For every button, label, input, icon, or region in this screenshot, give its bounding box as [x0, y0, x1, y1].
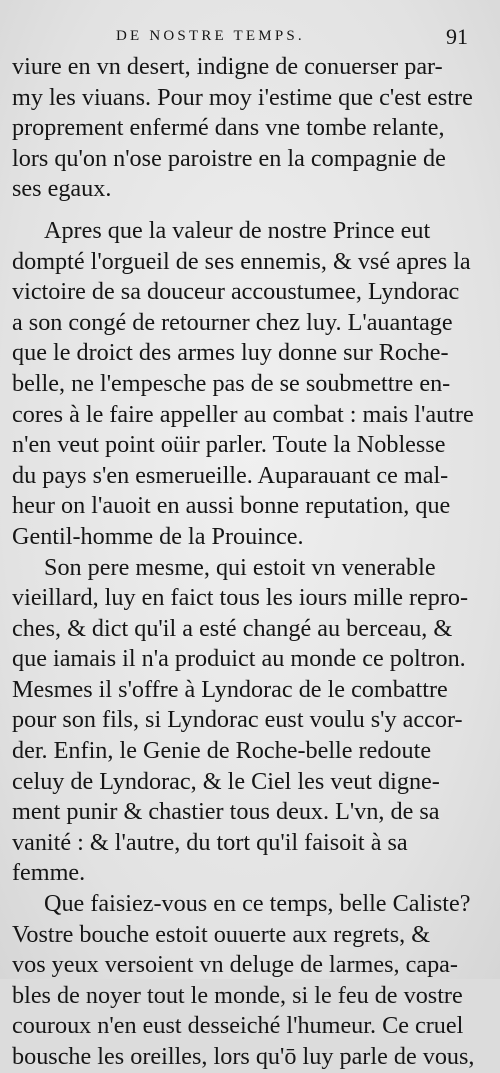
text-line: celuy de Lyndorac, & le Ciel les veut digne- [12, 767, 440, 795]
text-line: victoire de sa douceur accoustumee, Lyndorac [12, 278, 460, 306]
text-line: vieillard, luy en faict tous les iours mille repro- [12, 584, 469, 612]
text-line: proprement enfermé dans vne tombe relante, [12, 114, 445, 142]
text-line: viure en vn desert, indigne de conuerser par- [12, 53, 443, 80]
text-line: Que faisiez-vous en ce temps, belle Caliste? [44, 890, 471, 918]
text-line: bousche les oreilles, lors qu'ō luy parle de vous, [12, 1043, 475, 1070]
text-line: que le droict des armes luy donne sur Roche- [12, 339, 449, 367]
text-line: couroux n'en eust desseiché l'humeur. Ce cruel [12, 1012, 464, 1040]
page-header [12, 22, 486, 52]
text-line: pour son fils, si Lyndorac eust voulu s'y accor- [12, 706, 463, 734]
paragraph [12, 553, 486, 890]
paragraph [12, 889, 486, 1073]
running-head: DE NOSTRE TEMPS. [116, 28, 305, 44]
text-line: bles de noyer tout le monde, si le feu de vostre [12, 981, 463, 1009]
text-line: femme. [12, 859, 86, 887]
text-line: a son congé de retourner chez luy. L'auantage [12, 308, 453, 336]
text-line: n'en veut point oüir parler. Toute la Noblesse [12, 431, 446, 459]
text-line: my les viuans. Pour moy i'estime que c'est estre [12, 83, 473, 111]
text-line: lors qu'on n'ose paroistre en la compagnie de [12, 144, 446, 172]
paragraph [12, 52, 486, 205]
text-line: Mesmes il s'offre à Lyndorac de le combattre [12, 675, 448, 703]
text-line: ches, & dict qu'il a esté changé au berceau, & [12, 614, 453, 642]
text-line: Son pere mesme, qui estoit vn venerable [44, 553, 436, 581]
text-line: der. Enfin, le Genie de Roche-belle redoute [12, 737, 432, 765]
text-line: dompté l'orgueil de ses ennemis, & vsé apres la [12, 247, 471, 275]
page-number: 91 [446, 24, 468, 49]
text-line: ment punir & chastier tous deux. L'vn, de sa [12, 798, 440, 826]
text-line: cores à le faire appeller au combat : mais l'autre [12, 400, 474, 428]
text-line: que iamais il n'a produict au monde ce poltron. [12, 645, 466, 673]
text-line: heur on l'auoit en aussi bonne reputation, que [12, 492, 451, 520]
text-line: du pays s'en esmerueille. Auparauant ce mal- [12, 461, 449, 489]
text-line: belle, ne l'empesche pas de se soubmettre en- [12, 369, 451, 397]
text-line: vos yeux versoient vn deluge de larmes, capa- [12, 951, 458, 979]
text-line: Vostre bouche estoit ouuerte aux regrets, & [12, 920, 431, 948]
text-line: Gentil-homme de la Prouince. [12, 522, 304, 550]
text-line: ses egaux. [12, 175, 112, 203]
paragraph [12, 216, 486, 553]
body-text [12, 52, 486, 1073]
text-line: vanité : & l'autre, du tort qu'il faisoit à sa [12, 828, 408, 856]
text-line: Apres que la valeur de nostre Prince eut [44, 216, 431, 244]
